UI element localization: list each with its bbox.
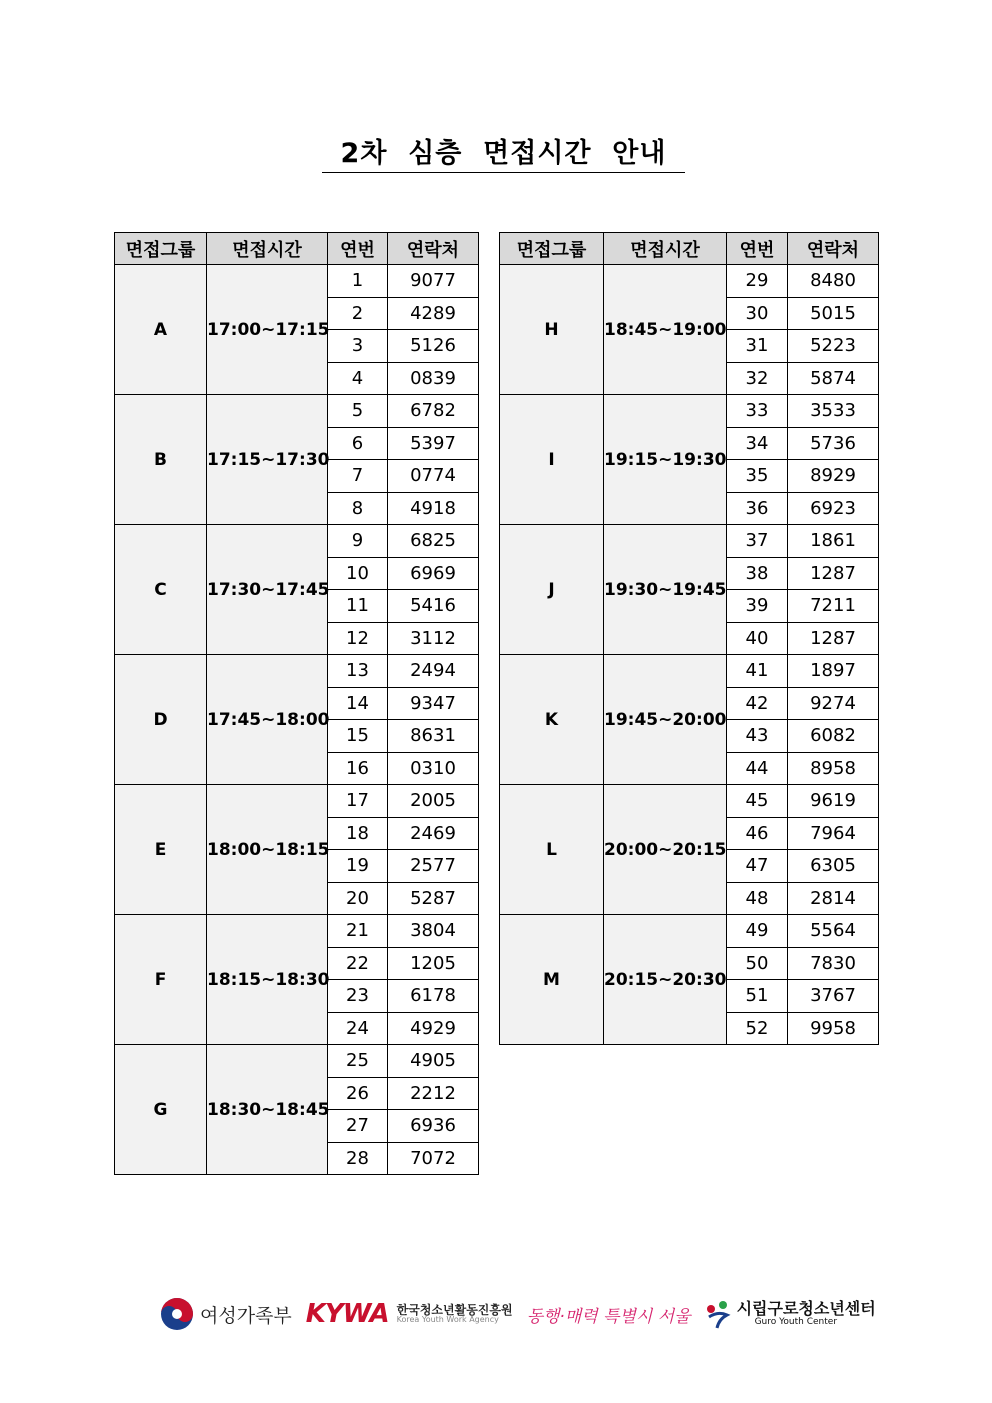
contact-cell: 5397	[388, 427, 479, 460]
contact-cell: 6923	[788, 492, 879, 525]
contact-cell: 8929	[788, 460, 879, 493]
number-cell: 18	[328, 817, 388, 850]
contact-cell: 6082	[788, 720, 879, 753]
number-cell: 22	[328, 947, 388, 980]
schedule-table-right	[499, 232, 879, 1045]
table-row	[500, 525, 879, 558]
group-cell: I	[500, 395, 604, 525]
group-cell: L	[500, 785, 604, 915]
group-cell: C	[115, 525, 207, 655]
taegeuk-icon	[160, 1297, 194, 1331]
number-cell: 9	[328, 525, 388, 558]
kywa-english-name: Korea Youth Work Agency	[396, 1315, 499, 1324]
number-cell: 24	[328, 1012, 388, 1045]
header-number: 연번	[328, 233, 388, 265]
time-cell: 19:15~19:30	[604, 395, 727, 525]
page-title: 2차 심층 면접시간 안내	[322, 136, 685, 173]
contact-cell: 6178	[388, 980, 479, 1013]
number-cell: 30	[727, 297, 788, 330]
table-body	[115, 265, 479, 1175]
number-cell: 10	[328, 557, 388, 590]
number-cell: 40	[727, 622, 788, 655]
number-cell: 12	[328, 622, 388, 655]
contact-cell: 4289	[388, 297, 479, 330]
group-cell: A	[115, 265, 207, 395]
number-cell: 46	[727, 817, 788, 850]
number-cell: 5	[328, 395, 388, 428]
number-cell: 6	[328, 427, 388, 460]
table-row	[115, 1045, 479, 1078]
contact-cell: 5416	[388, 590, 479, 623]
number-cell: 16	[328, 752, 388, 785]
contact-cell: 7830	[788, 947, 879, 980]
contact-cell: 9274	[788, 687, 879, 720]
table-row	[500, 785, 879, 818]
time-cell: 17:30~17:45	[207, 525, 328, 655]
number-cell: 38	[727, 557, 788, 590]
contact-cell: 0774	[388, 460, 479, 493]
seoul-logo	[527, 1302, 691, 1327]
schedule-table-left	[114, 232, 479, 1175]
table-row	[115, 785, 479, 818]
contact-cell: 0310	[388, 752, 479, 785]
contact-cell: 5874	[788, 362, 879, 395]
contact-cell: 6969	[388, 557, 479, 590]
group-cell: K	[500, 655, 604, 785]
kywa-korean-name: 한국청소년활동진흥원	[396, 1303, 513, 1317]
number-cell: 1	[328, 265, 388, 298]
contact-cell: 3767	[788, 980, 879, 1013]
contact-cell: 1287	[788, 557, 879, 590]
table-row	[115, 265, 479, 298]
number-cell: 7	[328, 460, 388, 493]
group-cell: E	[115, 785, 207, 915]
number-cell: 19	[328, 850, 388, 883]
contact-cell: 7964	[788, 817, 879, 850]
contact-cell: 1861	[788, 525, 879, 558]
number-cell: 47	[727, 850, 788, 883]
group-cell: J	[500, 525, 604, 655]
table-row	[115, 395, 479, 428]
time-cell: 19:45~20:00	[604, 655, 727, 785]
contact-cell: 4929	[388, 1012, 479, 1045]
contact-cell: 9077	[388, 265, 479, 298]
time-cell: 17:45~18:00	[207, 655, 328, 785]
contact-cell: 3804	[388, 915, 479, 948]
contact-cell: 0839	[388, 362, 479, 395]
contact-cell: 5564	[788, 915, 879, 948]
time-cell: 18:00~18:15	[207, 785, 328, 915]
kywa-logo	[306, 1299, 513, 1329]
contact-cell: 1897	[788, 655, 879, 688]
number-cell: 21	[328, 915, 388, 948]
contact-cell: 6825	[388, 525, 479, 558]
contact-cell: 6782	[388, 395, 479, 428]
number-cell: 25	[328, 1045, 388, 1078]
contact-cell: 8958	[788, 752, 879, 785]
mogef-logo	[160, 1297, 292, 1331]
number-cell: 14	[328, 687, 388, 720]
number-cell: 13	[328, 655, 388, 688]
header-time: 면접시간	[604, 233, 727, 265]
number-cell: 51	[727, 980, 788, 1013]
group-cell: F	[115, 915, 207, 1045]
seoul-slogan: 동행·매력 특별시 서울	[526, 1306, 691, 1327]
header-contact: 연락처	[388, 233, 479, 265]
number-cell: 31	[727, 330, 788, 363]
time-cell: 20:00~20:15	[604, 785, 727, 915]
contact-cell: 2814	[788, 882, 879, 915]
table-row	[500, 265, 879, 298]
number-cell: 34	[727, 427, 788, 460]
contact-cell: 2494	[388, 655, 479, 688]
table-row	[115, 525, 479, 558]
contact-cell: 6305	[788, 850, 879, 883]
contact-cell: 6936	[388, 1110, 479, 1143]
kywa-mark: KYWA	[305, 1299, 389, 1329]
number-cell: 29	[727, 265, 788, 298]
header-number: 연번	[727, 233, 788, 265]
number-cell: 33	[727, 395, 788, 428]
number-cell: 50	[727, 947, 788, 980]
contact-cell: 5126	[388, 330, 479, 363]
contact-cell: 4905	[388, 1045, 479, 1078]
header-contact: 연락처	[788, 233, 879, 265]
number-cell: 4	[328, 362, 388, 395]
time-cell: 19:30~19:45	[604, 525, 727, 655]
header-group: 면접그룹	[115, 233, 207, 265]
number-cell: 26	[328, 1077, 388, 1110]
contact-cell: 5287	[388, 882, 479, 915]
contact-cell: 2577	[388, 850, 479, 883]
contact-cell: 1205	[388, 947, 479, 980]
number-cell: 27	[328, 1110, 388, 1143]
number-cell: 20	[328, 882, 388, 915]
contact-cell: 2212	[388, 1077, 479, 1110]
footer-logos	[160, 1292, 890, 1336]
group-cell: B	[115, 395, 207, 525]
number-cell: 28	[328, 1142, 388, 1175]
contact-cell: 5223	[788, 330, 879, 363]
group-cell: M	[500, 915, 604, 1045]
number-cell: 44	[727, 752, 788, 785]
contact-cell: 4918	[388, 492, 479, 525]
guro-korean-name: 시립구로청소년센터	[736, 1298, 876, 1318]
contact-cell: 2469	[388, 817, 479, 850]
contact-cell: 7211	[788, 590, 879, 623]
guro-english-name: Guro Youth Center	[754, 1316, 838, 1327]
contact-cell: 3112	[388, 622, 479, 655]
table-row	[115, 655, 479, 688]
group-cell: H	[500, 265, 604, 395]
number-cell: 45	[727, 785, 788, 818]
table-header-row	[500, 233, 879, 265]
number-cell: 11	[328, 590, 388, 623]
time-cell: 17:15~17:30	[207, 395, 328, 525]
group-cell: G	[115, 1045, 207, 1175]
number-cell: 23	[328, 980, 388, 1013]
contact-cell: 8480	[788, 265, 879, 298]
contact-cell: 5736	[788, 427, 879, 460]
time-cell: 17:00~17:15	[207, 265, 328, 395]
number-cell: 35	[727, 460, 788, 493]
table-row	[500, 915, 879, 948]
table-header-row	[115, 233, 479, 265]
contact-cell: 5015	[788, 297, 879, 330]
number-cell: 43	[727, 720, 788, 753]
number-cell: 39	[727, 590, 788, 623]
table-row	[500, 655, 879, 688]
contact-cell: 1287	[788, 622, 879, 655]
header-time: 면접시간	[207, 233, 328, 265]
guro-logo	[705, 1299, 876, 1329]
number-cell: 36	[727, 492, 788, 525]
group-cell: D	[115, 655, 207, 785]
time-cell: 20:15~20:30	[604, 915, 727, 1045]
number-cell: 17	[328, 785, 388, 818]
number-cell: 42	[727, 687, 788, 720]
contact-cell: 8631	[388, 720, 479, 753]
table-body	[500, 265, 879, 1045]
contact-cell: 9619	[788, 785, 879, 818]
number-cell: 15	[328, 720, 388, 753]
mogef-label: 여성가족부	[200, 1304, 292, 1327]
guro-emblem-icon	[705, 1299, 731, 1329]
number-cell: 49	[727, 915, 788, 948]
number-cell: 3	[328, 330, 388, 363]
contact-cell: 7072	[388, 1142, 479, 1175]
contact-cell: 3533	[788, 395, 879, 428]
contact-cell: 2005	[388, 785, 479, 818]
number-cell: 48	[727, 882, 788, 915]
number-cell: 2	[328, 297, 388, 330]
number-cell: 41	[727, 655, 788, 688]
number-cell: 52	[727, 1012, 788, 1045]
table-row	[500, 395, 879, 428]
time-cell: 18:15~18:30	[207, 915, 328, 1045]
time-cell: 18:30~18:45	[207, 1045, 328, 1175]
table-row	[115, 915, 479, 948]
contact-cell: 9347	[388, 687, 479, 720]
number-cell: 32	[727, 362, 788, 395]
header-group: 면접그룹	[500, 233, 604, 265]
time-cell: 18:45~19:00	[604, 265, 727, 395]
number-cell: 8	[328, 492, 388, 525]
contact-cell: 9958	[788, 1012, 879, 1045]
number-cell: 37	[727, 525, 788, 558]
